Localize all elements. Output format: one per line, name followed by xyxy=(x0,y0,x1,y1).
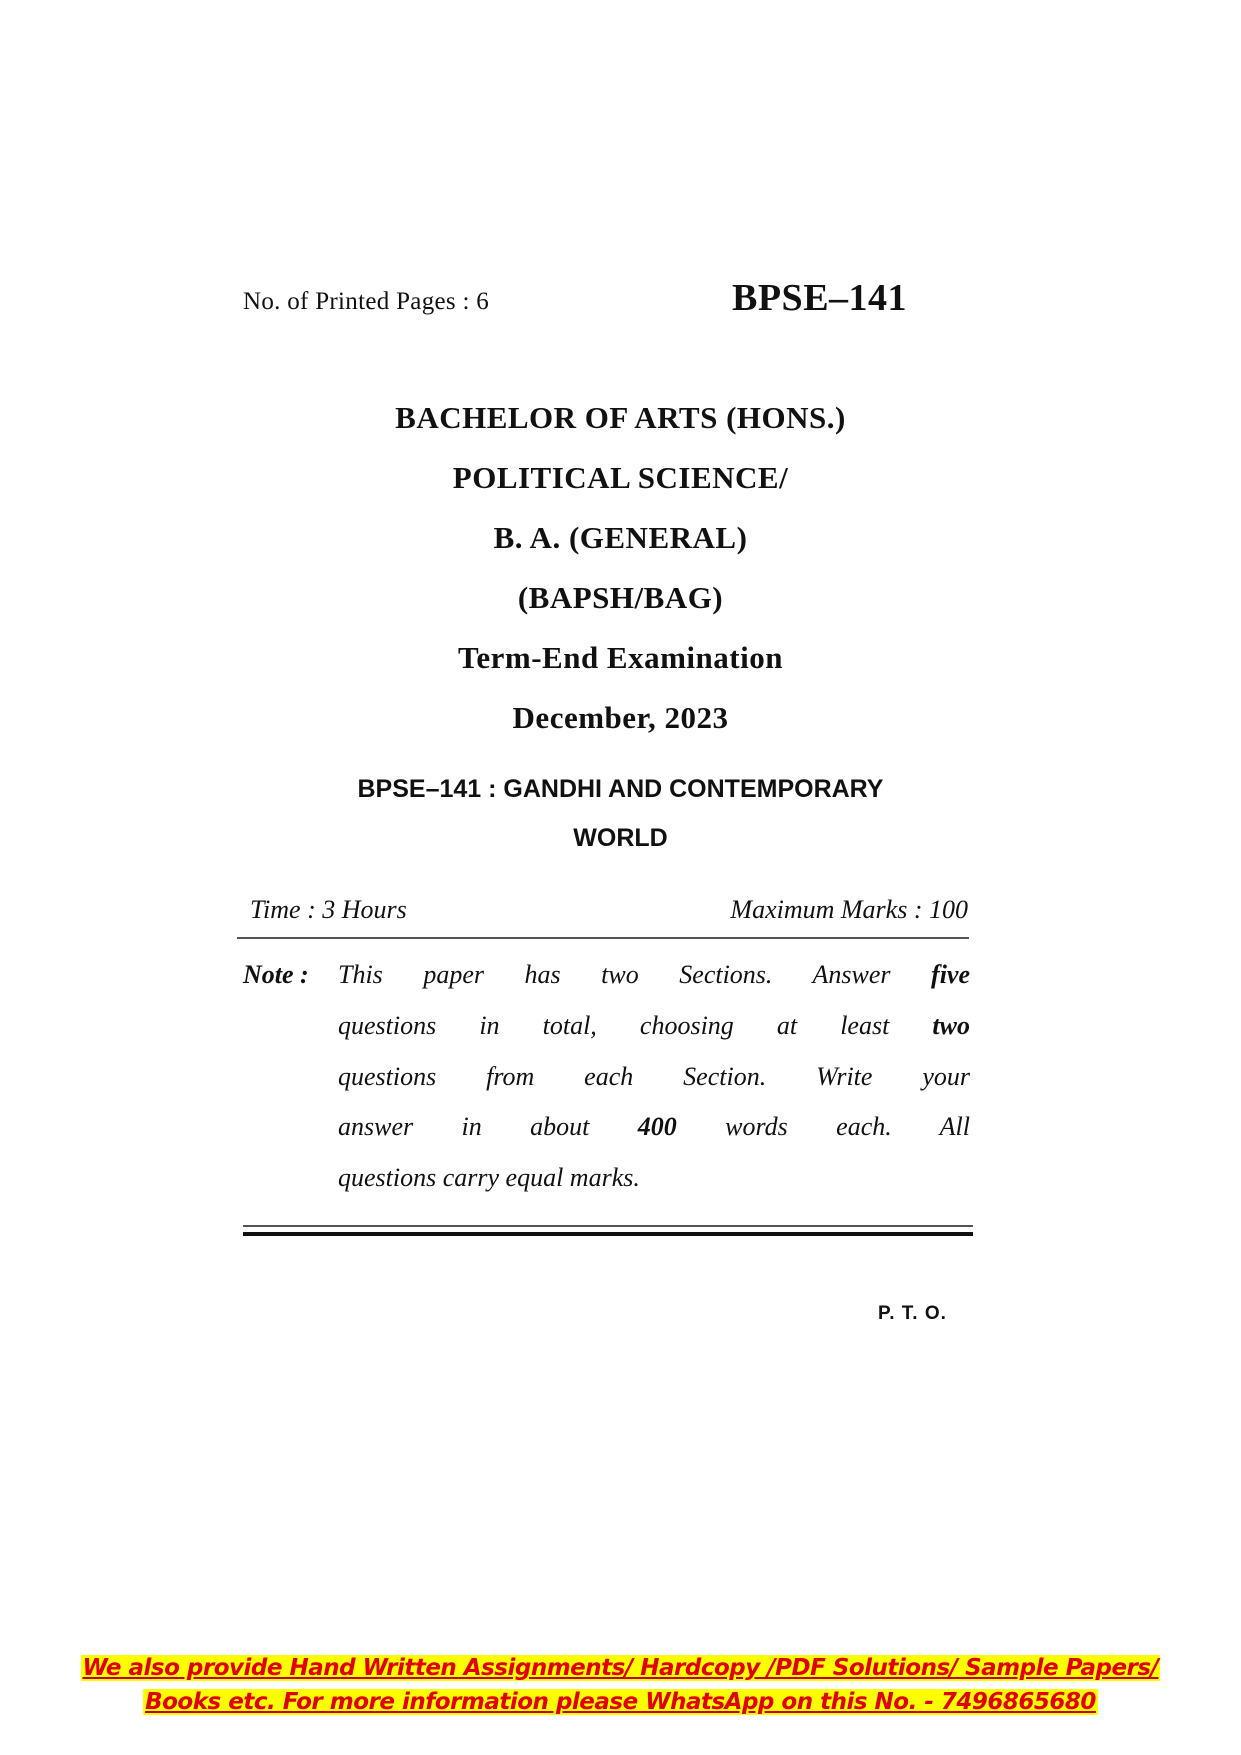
subject-title: POLITICAL SCIENCE/ xyxy=(452,460,789,495)
double-rule-thick xyxy=(243,1232,973,1236)
programme-codes: (BAPSH/BAG) xyxy=(517,580,724,615)
exam-date: December, 2023 xyxy=(512,700,729,735)
degree-title: BACHELOR OF ARTS (HONS.) xyxy=(395,400,846,435)
divider xyxy=(237,937,969,939)
note-line: questions from each Section. Write your xyxy=(338,1062,970,1091)
promo-line1: We also provide Hand Written Assignments/ Hardcopy /PDF Solutions/ Sample Papers/ xyxy=(82,1655,1159,1681)
exam-info-row xyxy=(250,895,968,925)
note-label: Note : xyxy=(243,960,309,989)
course-title-line2: WORLD xyxy=(573,824,668,852)
promo-line2: Books etc. For more information please WhatsApp on this No. - 7496865680 xyxy=(145,1689,1096,1715)
general-degree-title: B. A. (GENERAL) xyxy=(493,520,748,555)
note-line: This paper has two Sections. Answer five xyxy=(338,960,970,989)
exam-type: Term-End Examination xyxy=(458,640,783,675)
exam-time: Time : 3 Hours xyxy=(250,895,407,924)
please-turn-over: P. T. O. xyxy=(878,1303,947,1324)
paper-code: BPSE–141 xyxy=(732,277,908,319)
printed-pages-count: No. of Printed Pages : 6 xyxy=(243,288,490,315)
course-title-line1: BPSE–141 : GANDHI AND CONTEMPORARY xyxy=(357,775,884,803)
double-rule-thin xyxy=(243,1225,973,1227)
note-line: questions in total, choosing at least two xyxy=(338,1011,970,1040)
note-line: questions carry equal marks. xyxy=(338,1163,640,1192)
max-marks: Maximum Marks : 100 xyxy=(730,895,968,924)
note-line: answer in about 400 words each. All xyxy=(338,1112,970,1141)
